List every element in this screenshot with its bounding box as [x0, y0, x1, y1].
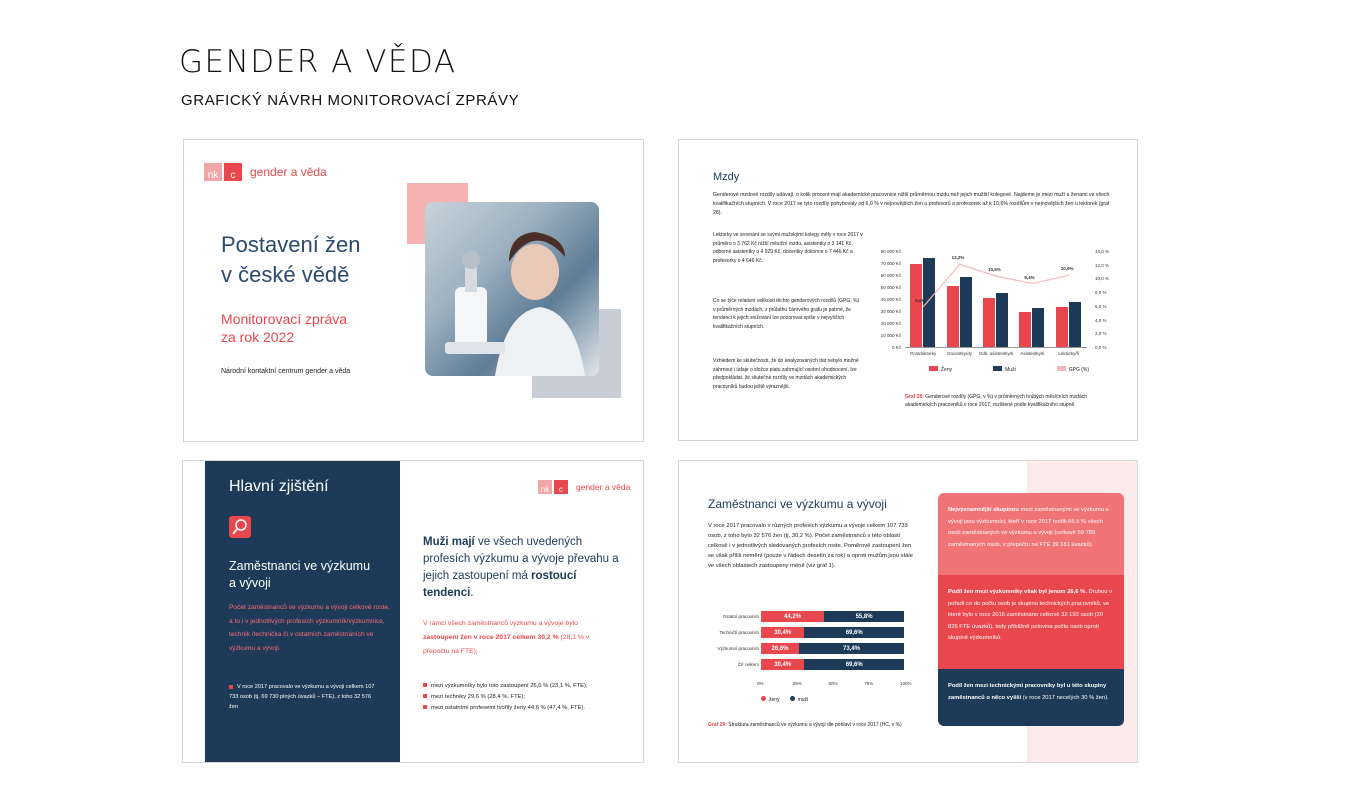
y2-tick-label: 10,0 %	[1095, 276, 1110, 282]
cover-publisher: Národní kontaktní centrum gender a věda	[221, 368, 351, 375]
x-tick-label: Odb. asistentky/ti	[978, 351, 1014, 356]
wages-paragraph-2: Co se týče relativní velikosti těchto genderových rozdílů (GPG, %) v průměrných mzdách, z průběhu čárového grafu je patrné, že tendenci k jejich snižování lze pozorovat spíše v nejvyšších kvalifikačních stupních.	[713, 298, 860, 330]
x-tick-label: Asistentky/ti	[1020, 351, 1045, 356]
row-label: Techničtí pracovníci	[719, 630, 759, 635]
findings-red-text: Počet zaměstnanců ve výzkumu a vývoji celkově roste, a to i v jednotlivých profesích výzkumník/výzkumnice, technik /technička či v ostatních zaměstnáních ve výzkumu a vývoji.	[229, 604, 390, 652]
x-tick-label: Docentky/dy	[947, 351, 972, 356]
logo-mark-nk: nk	[538, 480, 552, 494]
x-tick-label: 50%	[828, 681, 838, 686]
bar-segment-zeny: 26,6%	[761, 643, 799, 654]
logo-text: gender a věda	[250, 165, 327, 179]
wages-chart-legend	[929, 366, 1089, 373]
y2-tick-label: 6,0 %	[1095, 303, 1107, 309]
y-tick-label: 50 000 Kč	[880, 285, 901, 290]
row-label: Čtí celkem	[737, 662, 759, 667]
bullet-marker	[229, 685, 233, 689]
y-tick-label: 30 000 Kč	[880, 309, 901, 314]
list-item: mezi výzkumníky bylo toto zastoupení 26,6 % (23,1 %, FTE);	[423, 681, 628, 692]
slide-employees[interactable]	[678, 460, 1138, 763]
page-title: GENDER A VĚDA	[179, 44, 457, 80]
bar-segment-muzi: 73,4%	[799, 643, 904, 654]
employees-chart	[689, 611, 919, 706]
bar-segment-muzi: 69,6%	[804, 659, 904, 670]
employees-caption: Graf 29: Struktura zaměstnanců ve výzkumu a vývoji dle pohlaví v roce 2017 (HC, v %)	[708, 722, 902, 728]
cover-subtitle	[221, 310, 347, 346]
search-icon	[229, 516, 251, 538]
bar-segment-muzi: 69,6%	[804, 627, 904, 638]
y-tick-label: 0 Kč	[891, 345, 901, 350]
info-box-3: Podíl žen mezi technickými pracovníky byl u této skupiny zaměstnanců o něco vyšší (v roce 2017 necelých 30 % žen).	[938, 669, 1124, 726]
y-tick-label: 80 000 Kč	[880, 249, 901, 254]
y-tick-label: 40 000 Kč	[880, 297, 901, 302]
legend-item-zeny: Ženy	[929, 366, 952, 373]
employees-chart-legend	[761, 696, 808, 703]
findings-logo	[538, 480, 630, 494]
x-tick-label: 0%	[757, 681, 764, 686]
info-box-2: Podíl žen mezi výzkumníky však byl jenom 26,6 %. Druhou v pořadí co do počtu osob je skupina technických pracovníků, ve které bylo v roce 2016 zaměstnáno celkově 32 193 osob (20 826 FTE úvazků), tedy přibližně polovina počtu osob oproti skupině výzkumníků.	[938, 575, 1124, 669]
x-tick-label: 75%	[864, 681, 874, 686]
y2-tick-label: 4,0 %	[1095, 317, 1107, 323]
info-box-1: Nejvýznamnější skupinou mezi zaměstnanými ve výzkumu a vývoji jsou výzkumníci, kteří v roce 2017 tvořili 66,5 % všech osob zaměstnaných ve výzkumu a vývoji (celkově 59 789 zaměstnaných osob, v přepočtu na FTE 39 181 úvazků).	[938, 493, 1124, 575]
x-tick-label: Postdoktorky	[910, 351, 937, 356]
wages-paragraph-1: Lektorky ve srovnání se svými mužskými kolegy měly v roce 2017 v průměru o 3 762 Kč nižší měsíční mzdu, asistentky o 3 141 Kč, odborné asistentky o 4 929 Kč, docentky dokonce o 7 446 Kč a profesorky o 4 646 Kč.	[713, 232, 863, 264]
findings-big-statement: Muži mají ve všech uvedených profesích výzkumu a vývoje převahu a jejich zastoupení má rostoucí tendenci.	[423, 536, 619, 599]
logo	[204, 163, 327, 181]
y-tick-label: 60 000 Kč	[880, 273, 901, 278]
bar-segment-zeny: 44,2%	[761, 611, 824, 622]
logo-text: gender a věda	[576, 482, 631, 492]
list-item: mezi ostatními profesemi tvořily ženy 44,6 % (47,4 %, FTE).	[423, 703, 628, 714]
legend-item-muzi: muži	[790, 696, 809, 703]
cover-title	[221, 230, 360, 290]
x-tick-label: 25%	[792, 681, 802, 686]
cover-title-line1: Postavení žen	[221, 232, 361, 257]
logo-mark-c: c	[224, 163, 242, 181]
legend-item-muzi: Muži	[993, 366, 1016, 373]
findings-subheading	[229, 558, 370, 592]
legend-item-gpg: GPG (%)	[1057, 366, 1089, 373]
bar-segment-muzi: 55,8%	[824, 611, 904, 622]
x-tick-label: 100%	[900, 681, 912, 686]
y2-tick-label: 14,0 %	[1095, 249, 1110, 254]
slide-wages[interactable]	[678, 139, 1138, 441]
x-tick-label: Lektorky/ři	[1058, 351, 1080, 356]
findings-heading: Hlavní zjištění	[229, 478, 329, 495]
bar-segment-zeny: 30,4%	[761, 659, 804, 670]
cover-subtitle-line2: za rok 2022	[221, 329, 295, 345]
y-tick-label: 20 000 Kč	[880, 321, 901, 326]
wages-caption: Graf 28: Genderové rozdíly (GPG, v %) v průměrných hrubých měsíčních mzdách akademických pracovníků v roce 2017, rozlišené podle kvalifikačního stupně	[905, 394, 1088, 408]
logo-mark-nk: nk	[204, 163, 222, 181]
y2-tick-label: 0,0 %	[1095, 345, 1107, 350]
y-tick-label: 10 000 Kč	[880, 333, 901, 338]
y-tick-label: 70 000 Kč	[880, 261, 901, 266]
findings-bullet-left: V roce 2017 pracovalo ve výzkumu a vývoji celkem 107 733 osob (tj. 69 730 plných úvazků – FTE), z toho 32 576 žen	[229, 684, 375, 710]
legend-item-zeny: ženy	[761, 696, 780, 703]
wages-paragraph-3: Vzhledem ke skutečnosti, že do analyzovaných dat nebylo možné zahrnout i údaje o složce platu zahrnující osobní ohodnocení, lze předpokládat, že skutečné rozdíly ve mzdách akademických pracovníků budou ještě výraznější.	[713, 358, 859, 390]
list-item: mezi techniky 29,6 % (28,4 %, FTE);	[423, 692, 628, 703]
gpg-data-label: 6,0%	[915, 297, 926, 303]
wages-heading: Mzdy	[713, 171, 740, 183]
employees-heading: Zaměstnanci ve výzkumu a vývoji	[708, 497, 887, 511]
gpg-data-label: 10,5%	[988, 267, 1001, 272]
wages-intro: Genderové mzdové rozdíly udávají, o kolik procent mají akademické pracovnice nižší průměrnou mzdu než jejich mužští kolegové. Najdeme je mezi muži a ženami ve všech kvalifikačních stupních. V roce 2017 se tyto rozdíly pohybovaly od 6,0 % v nejnovějších žen u profesorů a profesorek až k 10,6% rozdílům v nejnovějších žen u lektorek (graf 28).	[713, 192, 1110, 216]
gpg-data-label: 10,6%	[1060, 266, 1074, 272]
y2-tick-label: 12,0 %	[1095, 262, 1110, 268]
employees-paragraph: V roce 2017 pracovalo v různých profesích výzkumu a vývoje celkem 107 733 osob, z toho bylo 32 576 žen (tj. 30,2 %). Počet zaměstnanců v této oblasti celkově i v jednotlivých sledovaných profesích roste. Poměrově zastoupení žen se však příliš nemění (pouze v řádech desetin za rok) a oproti mužům jsou stále ve všech oblastech zastoupeny méně (viz graf 1).	[708, 523, 913, 569]
logo-mark-c: c	[554, 480, 568, 494]
cover-subtitle-line1: Monitorovací zpráva	[221, 311, 348, 327]
y2-tick-label: 2,0 %	[1095, 331, 1107, 337]
row-label: Ostatní pracovníci	[722, 614, 759, 619]
page-subtitle: GRAFICKÝ NÁVRH MONITOROVACÍ ZPRÁVY	[181, 92, 520, 109]
y2-tick-label: 8,0 %	[1095, 290, 1107, 296]
slide-findings[interactable]	[182, 460, 644, 763]
findings-subheading-line2: a vývoji	[229, 576, 271, 590]
row-label: Výzkumní pracovníci	[717, 646, 759, 651]
wages-chart	[869, 248, 1119, 378]
cover-title-line2: v české vědě	[221, 262, 350, 287]
gpg-data-label: 12,2%	[951, 255, 965, 261]
slide-cover[interactable]	[183, 139, 644, 442]
findings-sidebar	[205, 461, 400, 763]
findings-subheading-line1: Zaměstnanci ve výzkumu	[229, 559, 371, 573]
bar-segment-zeny: 30,4%	[761, 627, 804, 638]
findings-red-paragraph: V rámci všech zaměstnanců výzkumu a vývoje bylo zastoupení žen v roce 2017 celkem 30,2 % (28,1 % v přepočtu na FTE);	[423, 620, 590, 655]
cover-photo-scientist	[425, 202, 599, 376]
findings-bullet-list	[423, 681, 628, 714]
gpg-data-label: 9,4%	[1024, 274, 1035, 280]
